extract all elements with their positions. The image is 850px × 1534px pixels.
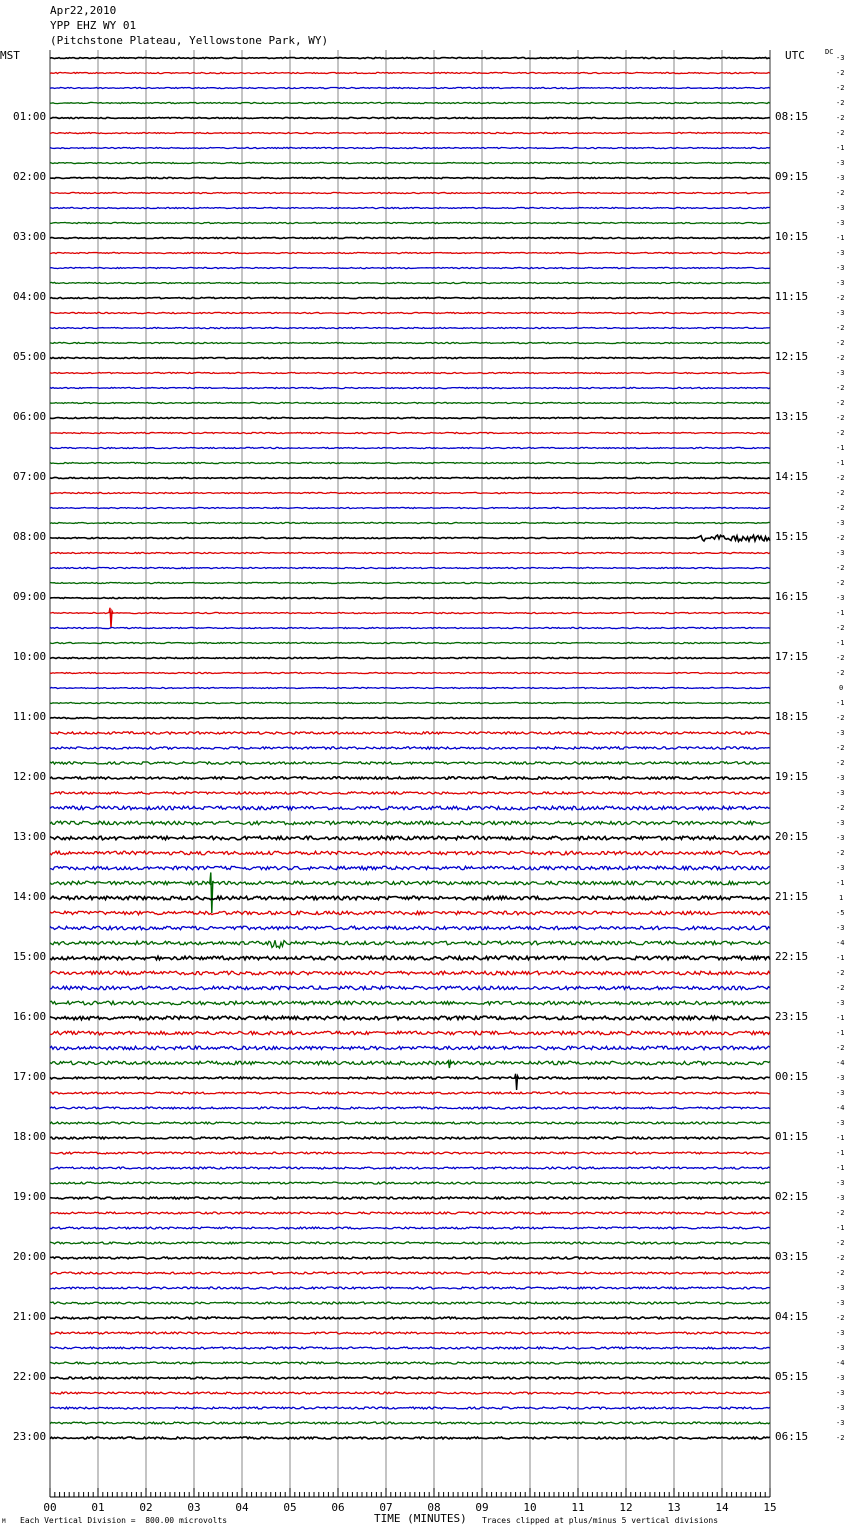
x-tick-label: 11 — [571, 1501, 585, 1514]
dc-offset-label: -3 — [836, 999, 845, 1007]
trace-line — [50, 222, 770, 223]
trace-line — [50, 747, 770, 749]
trace-line — [50, 1242, 770, 1244]
dc-offset-label: -1 — [836, 879, 845, 887]
dc-label: DC — [825, 48, 834, 56]
dc-offset-label: -4 — [836, 939, 845, 947]
trace-line — [50, 1302, 770, 1304]
dc-offset-label: -2 — [836, 624, 845, 632]
trace-line — [50, 117, 770, 118]
utc-hour-label: 11:15 — [775, 290, 809, 303]
mst-hour-label: 03:00 — [13, 230, 47, 243]
trace-line — [50, 147, 770, 148]
dc-offset-label: -2 — [836, 354, 845, 362]
trace-line — [50, 1347, 770, 1349]
dc-offset-label: -2 — [836, 504, 845, 512]
utc-hour-label: 04:15 — [775, 1310, 809, 1323]
trace-line — [50, 1317, 770, 1319]
trace-line — [50, 1197, 770, 1199]
dc-offset-label: -2 — [836, 1209, 845, 1217]
dc-offset-label: -2 — [836, 429, 845, 437]
mst-hour-label: 01:00 — [13, 110, 47, 123]
dc-offset-label: -2 — [836, 669, 845, 677]
utc-hour-label: 18:15 — [775, 710, 809, 723]
x-tick-label: 15 — [763, 1501, 777, 1514]
dc-offset-label: -3 — [836, 729, 845, 737]
trace-line — [50, 851, 770, 855]
dc-offset-label: -4 — [836, 1359, 845, 1367]
dc-offset-label: -3 — [836, 54, 845, 62]
dc-offset-label: -3 — [836, 1344, 845, 1352]
dc-offset-label: -3 — [836, 1089, 845, 1097]
trace-line — [50, 1092, 770, 1094]
trace-line — [50, 387, 770, 388]
dc-offset-label: -3 — [836, 834, 845, 842]
dc-offset-label: -2 — [836, 759, 845, 767]
trace-line — [50, 777, 770, 779]
dc-offset-label: -2 — [836, 324, 845, 332]
dc-offset-label: -3 — [836, 204, 845, 212]
dc-offset-label: -2 — [836, 489, 845, 497]
x-tick-label: 09 — [475, 1501, 489, 1514]
utc-hour-label: 17:15 — [775, 650, 809, 663]
x-tick-label: 07 — [379, 1501, 393, 1514]
trace-line — [50, 1137, 770, 1139]
dc-offset-label: -3 — [836, 1329, 845, 1337]
x-tick-label: 04 — [235, 1501, 249, 1514]
dc-offset-label: -3 — [836, 174, 845, 182]
dc-offset-label: -3 — [836, 819, 845, 827]
dc-offset-label: -3 — [836, 279, 845, 287]
utc-hour-label: 15:15 — [775, 530, 809, 543]
dc-offset-label: -2 — [836, 744, 845, 752]
trace-line — [50, 1227, 770, 1229]
time-axis — [43, 1488, 776, 1514]
trace-line — [50, 1077, 770, 1079]
dc-offset-label: -2 — [836, 1314, 845, 1322]
trace-line — [50, 72, 770, 73]
event-spike — [109, 608, 113, 628]
trace-line — [50, 567, 770, 568]
trace-line — [50, 252, 770, 253]
trace-line — [50, 87, 770, 88]
trace-line — [50, 1016, 770, 1020]
trace-line — [50, 282, 770, 283]
dc-offset-label: 1 — [839, 894, 844, 902]
x-tick-label: 01 — [91, 1501, 105, 1514]
mst-hour-label: 23:00 — [13, 1430, 47, 1443]
trace-line — [50, 986, 770, 990]
utc-hour-label: 22:15 — [775, 950, 809, 963]
dc-offset-label: -1 — [836, 609, 845, 617]
dc-offset-label: -2 — [836, 294, 845, 302]
trace-line — [50, 1001, 770, 1005]
dc-offset-label: -1 — [836, 1149, 845, 1157]
trace-line — [50, 507, 770, 508]
mst-hour-label: 17:00 — [13, 1070, 47, 1083]
dc-offset-label: -5 — [836, 909, 845, 917]
trace-line — [50, 552, 770, 553]
mst-hour-label: 13:00 — [13, 830, 47, 843]
trace-line — [50, 1407, 770, 1409]
x-axis-label: TIME (MINUTES) — [374, 1512, 467, 1525]
trace-line — [50, 372, 770, 373]
dc-offset-label: -3 — [836, 1299, 845, 1307]
mst-hour-label: 08:00 — [13, 530, 47, 543]
dc-offset-label: -3 — [836, 789, 845, 797]
mst-hour-label: 21:00 — [13, 1310, 47, 1323]
dc-offset-label: -1 — [836, 1029, 845, 1037]
dc-offset-label: -3 — [836, 309, 845, 317]
trace-line — [50, 926, 770, 930]
utc-hour-label: 19:15 — [775, 770, 809, 783]
x-tick-label: 13 — [667, 1501, 681, 1514]
dc-offset-label: -2 — [836, 1239, 845, 1247]
mst-hour-label: 20:00 — [13, 1250, 47, 1263]
trace-line — [50, 866, 770, 870]
dc-offset-label: -3 — [836, 1374, 845, 1382]
dc-offset-label: -1 — [836, 459, 845, 467]
trace-line — [50, 102, 770, 103]
trace-line — [50, 237, 770, 238]
dc-offset-label: -3 — [836, 1419, 845, 1427]
mst-hour-label: 18:00 — [13, 1130, 47, 1143]
dc-offset-label: -1 — [836, 444, 845, 452]
trace-line — [50, 192, 770, 193]
dc-offset-label: -2 — [836, 474, 845, 482]
trace-line — [50, 1362, 770, 1364]
trace-line — [50, 956, 770, 960]
dc-offset-label: -1 — [836, 144, 845, 152]
dc-offset-label: -2 — [836, 399, 845, 407]
utc-hour-label: 06:15 — [775, 1430, 809, 1443]
mst-hour-label: 06:00 — [13, 410, 47, 423]
dc-offset-label: -3 — [836, 774, 845, 782]
dc-offset-label: -2 — [836, 69, 845, 77]
utc-hour-label: 13:15 — [775, 410, 809, 423]
dc-offset-label: -2 — [836, 129, 845, 137]
trace-line — [50, 881, 770, 885]
dc-offset-label: -2 — [836, 579, 845, 587]
trace-line — [50, 1437, 770, 1439]
mst-hour-label: 05:00 — [13, 350, 47, 363]
dc-offset-label: -1 — [836, 699, 845, 707]
dc-offset-label: -1 — [836, 234, 845, 242]
trace-line — [50, 132, 770, 133]
dc-offset-label: -1 — [836, 1164, 845, 1172]
mst-hour-label: 04:00 — [13, 290, 47, 303]
trace-line — [50, 896, 770, 900]
dc-offset-label: 0 — [839, 684, 844, 692]
trace-line — [50, 535, 770, 541]
trace-line — [50, 806, 770, 810]
utc-hour-label: 08:15 — [775, 110, 809, 123]
trace-line — [50, 267, 770, 268]
trace-line — [50, 417, 770, 418]
utc-hour-label: 09:15 — [775, 170, 809, 183]
mst-hour-label: 02:00 — [13, 170, 47, 183]
dc-offset-label: -1 — [836, 1134, 845, 1142]
dc-offset-label: -3 — [836, 159, 845, 167]
trace-line — [50, 312, 770, 313]
x-tick-label: 06 — [331, 1501, 345, 1514]
mst-hour-label: 12:00 — [13, 770, 47, 783]
dc-offset-label: -2 — [836, 849, 845, 857]
utc-axis-title: UTC — [785, 49, 805, 62]
dc-offset-label: -2 — [836, 804, 845, 812]
event-spike — [515, 1074, 519, 1090]
dc-offset-label: -3 — [836, 1194, 845, 1202]
trace-line — [50, 1212, 770, 1214]
mst-axis-title: MST — [0, 49, 20, 62]
trace-line — [50, 642, 770, 643]
utc-hour-label: 14:15 — [775, 470, 809, 483]
trace-line — [50, 1377, 770, 1379]
x-tick-label: 05 — [283, 1501, 297, 1514]
utc-hour-label: 05:15 — [775, 1370, 809, 1383]
trace-line — [50, 1182, 770, 1184]
trace-line — [50, 911, 770, 915]
trace-line — [50, 717, 770, 718]
utc-hour-label: 20:15 — [775, 830, 809, 843]
trace-line — [50, 1061, 770, 1065]
x-tick-label: 12 — [619, 1501, 633, 1514]
trace-line — [50, 342, 770, 343]
utc-hour-label: 02:15 — [775, 1190, 809, 1203]
dc-offset-label: -3 — [836, 549, 845, 557]
trace-line — [50, 1046, 770, 1050]
dc-offset-label: -2 — [836, 1269, 845, 1277]
trace-line — [50, 940, 770, 948]
trace-line — [50, 432, 770, 433]
trace-line — [50, 672, 770, 673]
mst-hour-label: 16:00 — [13, 1010, 47, 1023]
dc-offset-label: -3 — [836, 924, 845, 932]
utc-hour-label: 23:15 — [775, 1010, 809, 1023]
trace-line — [50, 762, 770, 764]
utc-hour-label: 16:15 — [775, 590, 809, 603]
trace-line — [50, 477, 770, 478]
mst-hour-label: 07:00 — [13, 470, 47, 483]
dc-offset-label: -2 — [836, 984, 845, 992]
dc-offset-label: -2 — [836, 99, 845, 107]
mst-hour-label: 22:00 — [13, 1370, 47, 1383]
trace-line — [50, 1332, 770, 1334]
trace-line — [50, 177, 770, 178]
station-location: (Pitchstone Plateau, Yellowstone Park, WY) — [50, 34, 329, 47]
dc-offset-label: -3 — [836, 594, 845, 602]
trace-line — [50, 462, 770, 463]
trace-line — [50, 57, 770, 58]
mst-hour-label: 19:00 — [13, 1190, 47, 1203]
dc-offset-label: -1 — [836, 1224, 845, 1232]
dc-offset-label: -3 — [836, 264, 845, 272]
x-tick-label: 10 — [523, 1501, 537, 1514]
dc-offset-label: -2 — [836, 564, 845, 572]
dc-offset-label: -2 — [836, 654, 845, 662]
trace-line — [50, 971, 770, 975]
trace-line — [50, 597, 770, 598]
dc-offset-label: -2 — [836, 714, 845, 722]
clip-note: Traces clipped at plus/minus 5 vertical divisions — [482, 1516, 719, 1525]
trace-line — [50, 1122, 770, 1124]
mst-hour-label: 14:00 — [13, 890, 47, 903]
dc-offset-label: -2 — [836, 534, 845, 542]
trace-line — [50, 357, 770, 358]
mst-hour-label: 11:00 — [13, 710, 47, 723]
dc-offset-label: -3 — [836, 219, 845, 227]
dc-offset-label: -2 — [836, 384, 845, 392]
recording-date: Apr22,2010 — [50, 4, 117, 17]
dc-offset-label: -2 — [836, 414, 845, 422]
trace-line — [50, 1257, 770, 1259]
trace-line — [50, 612, 770, 613]
trace-line — [50, 836, 770, 840]
dc-offset-label: -1 — [836, 1014, 845, 1022]
dc-offset-label: -3 — [836, 1284, 845, 1292]
scale-note: Each Vertical Division = 800.00 microvolts — [20, 1516, 228, 1525]
trace-line — [50, 207, 770, 208]
station-id: YPP EHZ WY 01 — [50, 19, 137, 32]
dc-offset-label: -3 — [836, 249, 845, 257]
mst-hour-label: 09:00 — [13, 590, 47, 603]
seismic-traces — [50, 57, 770, 1439]
dc-offset-label: -2 — [836, 1044, 845, 1052]
trace-line — [50, 447, 770, 448]
trace-line — [50, 1152, 770, 1154]
dc-offset-label: -4 — [836, 1104, 845, 1112]
dc-offset-label: -2 — [836, 114, 845, 122]
trace-line — [50, 1422, 770, 1424]
dc-offset-label: -3 — [836, 369, 845, 377]
trace-line — [50, 1167, 770, 1169]
utc-hour-label: 00:15 — [775, 1070, 809, 1083]
dc-offset-label: -2 — [836, 84, 845, 92]
dc-offset-label: -2 — [836, 339, 845, 347]
x-tick-label: 00 — [43, 1501, 57, 1514]
dc-offset-label: -2 — [836, 189, 845, 197]
x-tick-label: 02 — [139, 1501, 153, 1514]
trace-line — [50, 582, 770, 583]
dc-offset-label: -3 — [836, 1074, 845, 1082]
utc-hour-label: 12:15 — [775, 350, 809, 363]
trace-line — [50, 627, 770, 628]
trace-line — [50, 1287, 770, 1289]
dc-offset-label: -3 — [836, 1404, 845, 1412]
trace-line — [50, 821, 770, 825]
trace-line — [50, 687, 770, 688]
dc-offset-label: -1 — [836, 639, 845, 647]
dc-offset-label: -2 — [836, 969, 845, 977]
utc-hour-label: 21:15 — [775, 890, 809, 903]
trace-line — [50, 657, 770, 658]
dc-offset-label: -3 — [836, 1119, 845, 1127]
x-tick-label: 14 — [715, 1501, 729, 1514]
mst-hour-label: 10:00 — [13, 650, 47, 663]
utc-hour-label: 03:15 — [775, 1250, 809, 1263]
trace-line — [50, 327, 770, 328]
dc-offset-label: -3 — [836, 864, 845, 872]
trace-line — [50, 492, 770, 493]
dc-offset-label: -3 — [836, 1179, 845, 1187]
event-spike — [210, 873, 214, 914]
dc-offset-label: -4 — [836, 1059, 845, 1067]
trace-line — [50, 1107, 770, 1109]
trace-line — [50, 732, 770, 734]
dc-offset-label: -3 — [836, 1389, 845, 1397]
utc-hour-label: 10:15 — [775, 230, 809, 243]
trace-line — [50, 792, 770, 794]
trace-line — [50, 162, 770, 163]
trace-line — [50, 702, 770, 703]
dc-offset-label: -2 — [836, 1434, 845, 1442]
trace-line — [50, 1392, 770, 1394]
utc-hour-label: 01:15 — [775, 1130, 809, 1143]
dc-offset-label: -3 — [836, 519, 845, 527]
dc-offset-label: -2 — [836, 1254, 845, 1262]
trace-line — [50, 1031, 770, 1035]
x-tick-label: 08 — [427, 1501, 441, 1514]
trace-line — [50, 522, 770, 523]
dc-offset-label: -1 — [836, 954, 845, 962]
x-tick-label: 03 — [187, 1501, 201, 1514]
mst-hour-label: 15:00 — [13, 950, 47, 963]
trace-line — [50, 1272, 770, 1274]
trace-line — [50, 297, 770, 298]
logo-mark: M — [2, 1518, 6, 1525]
trace-line — [50, 402, 770, 403]
